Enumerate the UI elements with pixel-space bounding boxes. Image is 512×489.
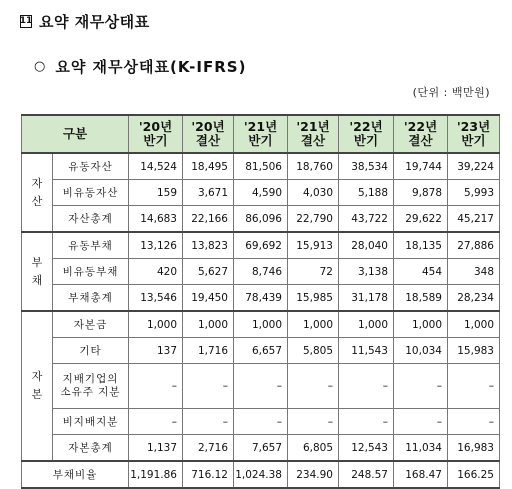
table-row: [22, 206, 500, 233]
row-label: 자산총계: [53, 206, 129, 233]
table-cell: –: [448, 364, 500, 409]
table-cell: 18,589: [394, 285, 448, 312]
table-cell: 18,760: [288, 153, 339, 180]
table-cell: 11,034: [394, 435, 448, 462]
table-cell: 168.47: [394, 461, 448, 488]
subsection-title: 요약 재무상태표(K-IFRS): [55, 58, 247, 76]
table-cell: –: [448, 409, 500, 435]
table-cell: –: [183, 364, 234, 409]
section-title: 요약 재무상태표: [39, 12, 150, 31]
table-row: [22, 364, 500, 409]
table-cell: 78,439: [234, 285, 288, 312]
subsection-heading: [34, 56, 246, 77]
table-cell: –: [288, 409, 339, 435]
table-cell: 348: [448, 259, 500, 285]
column-header: '22년 반기: [339, 115, 394, 153]
header-row: [22, 115, 500, 153]
table-cell: 19,450: [183, 285, 234, 312]
table-cell: 3,138: [339, 259, 394, 285]
table-cell: –: [288, 364, 339, 409]
row-label: 지배기업의 소유주 지분: [53, 364, 129, 409]
group-label-liabilities: 부 채: [22, 232, 53, 311]
column-header: '20년 결산: [183, 115, 234, 153]
table-cell: 86,096: [234, 206, 288, 233]
table-cell: 4,030: [288, 180, 339, 206]
table-cell: 5,188: [339, 180, 394, 206]
table-cell: 81,506: [234, 153, 288, 180]
table-cell: 10,034: [394, 338, 448, 364]
table-cell: 13,546: [129, 285, 183, 312]
table-cell: 1,000: [288, 311, 339, 338]
table-cell: 716.12: [183, 461, 234, 488]
table-cell: 27,886: [448, 232, 500, 259]
table-cell: –: [234, 364, 288, 409]
row-label: 비유동부채: [53, 259, 129, 285]
row-label: 자본금: [53, 311, 129, 338]
corner-header: 구분: [22, 115, 129, 153]
row-label: 비지배지분: [53, 409, 129, 435]
table-cell: –: [394, 409, 448, 435]
table-cell: 4,590: [234, 180, 288, 206]
table-cell: –: [183, 409, 234, 435]
table-cell: 3,671: [183, 180, 234, 206]
balance-sheet-table: [21, 114, 500, 489]
table-cell: 248.57: [339, 461, 394, 488]
table-cell: 15,985: [288, 285, 339, 312]
column-header: '21년 반기: [234, 115, 288, 153]
table-cell: –: [339, 364, 394, 409]
table-cell: 22,790: [288, 206, 339, 233]
table-row: [22, 232, 500, 259]
group-label-assets: 자 산: [22, 153, 53, 232]
table-cell: 1,000: [448, 311, 500, 338]
table-cell: –: [394, 364, 448, 409]
table-cell: 18,135: [394, 232, 448, 259]
table-row: [22, 435, 500, 462]
section-number: 11: [19, 15, 33, 26]
section-heading: [20, 10, 150, 32]
table-cell: 7,657: [234, 435, 288, 462]
table-cell: –: [129, 409, 183, 435]
table-row: [22, 285, 500, 312]
table-row: [22, 461, 500, 488]
table-row: [22, 311, 500, 338]
table-cell: 72: [288, 259, 339, 285]
table-cell: 1,000: [183, 311, 234, 338]
row-label: 유동부채: [53, 232, 129, 259]
table-cell: 18,495: [183, 153, 234, 180]
table-row: [22, 153, 500, 180]
table-cell: 45,217: [448, 206, 500, 233]
table-cell: 22,166: [183, 206, 234, 233]
table-cell: 454: [394, 259, 448, 285]
table-cell: 8,746: [234, 259, 288, 285]
column-header: '23년 반기: [448, 115, 500, 153]
table-cell: 11,543: [339, 338, 394, 364]
column-header: '21년 결산: [288, 115, 339, 153]
table-cell: 12,543: [339, 435, 394, 462]
table-cell: 28,040: [339, 232, 394, 259]
table-cell: 38,534: [339, 153, 394, 180]
table-cell: 6,657: [234, 338, 288, 364]
table-cell: 69,692: [234, 232, 288, 259]
table-cell: 1,000: [129, 311, 183, 338]
table-row: [22, 338, 500, 364]
table-cell: 1,000: [339, 311, 394, 338]
table-cell: 14,683: [129, 206, 183, 233]
table-cell: 1,024.38: [234, 461, 288, 488]
table-cell: 39,224: [448, 153, 500, 180]
table-cell: 159: [129, 180, 183, 206]
table-row: [22, 180, 500, 206]
table-cell: 1,191.86: [129, 461, 183, 488]
table-cell: 1,000: [234, 311, 288, 338]
table-cell: 15,913: [288, 232, 339, 259]
table-cell: –: [129, 364, 183, 409]
row-label: 부채비율: [22, 461, 129, 488]
table-cell: 6,805: [288, 435, 339, 462]
table-cell: 1,716: [183, 338, 234, 364]
table-cell: –: [339, 409, 394, 435]
table-cell: 29,622: [394, 206, 448, 233]
column-header: '20년 반기: [129, 115, 183, 153]
table-cell: 13,126: [129, 232, 183, 259]
row-label: 부채총계: [53, 285, 129, 312]
table-cell: 420: [129, 259, 183, 285]
table-cell: 166.25: [448, 461, 500, 488]
table-cell: 5,627: [183, 259, 234, 285]
table-cell: 19,744: [394, 153, 448, 180]
table-cell: 5,805: [288, 338, 339, 364]
bullet-icon: ○: [34, 59, 46, 74]
table-row: [22, 409, 500, 435]
row-label: 유동자산: [53, 153, 129, 180]
table-cell: 2,716: [183, 435, 234, 462]
table-cell: 234.90: [288, 461, 339, 488]
table-cell: 1,137: [129, 435, 183, 462]
table-cell: 13,823: [183, 232, 234, 259]
column-header: '22년 결산: [394, 115, 448, 153]
row-label: 비유동자산: [53, 180, 129, 206]
table-cell: 137: [129, 338, 183, 364]
row-label: 자본총계: [53, 435, 129, 462]
table-cell: 5,993: [448, 180, 500, 206]
table-row: [22, 259, 500, 285]
table-cell: 14,524: [129, 153, 183, 180]
unit-note: (단위 : 백만원): [412, 86, 490, 99]
table-cell: 31,178: [339, 285, 394, 312]
table-cell: 9,878: [394, 180, 448, 206]
group-label-equity: 자 본: [22, 311, 53, 461]
table-cell: 1,000: [394, 311, 448, 338]
table-cell: –: [234, 409, 288, 435]
row-label: 기타: [53, 338, 129, 364]
table-cell: 16,983: [448, 435, 500, 462]
table-cell: 15,983: [448, 338, 500, 364]
table-cell: 28,234: [448, 285, 500, 312]
table-cell: 43,722: [339, 206, 394, 233]
